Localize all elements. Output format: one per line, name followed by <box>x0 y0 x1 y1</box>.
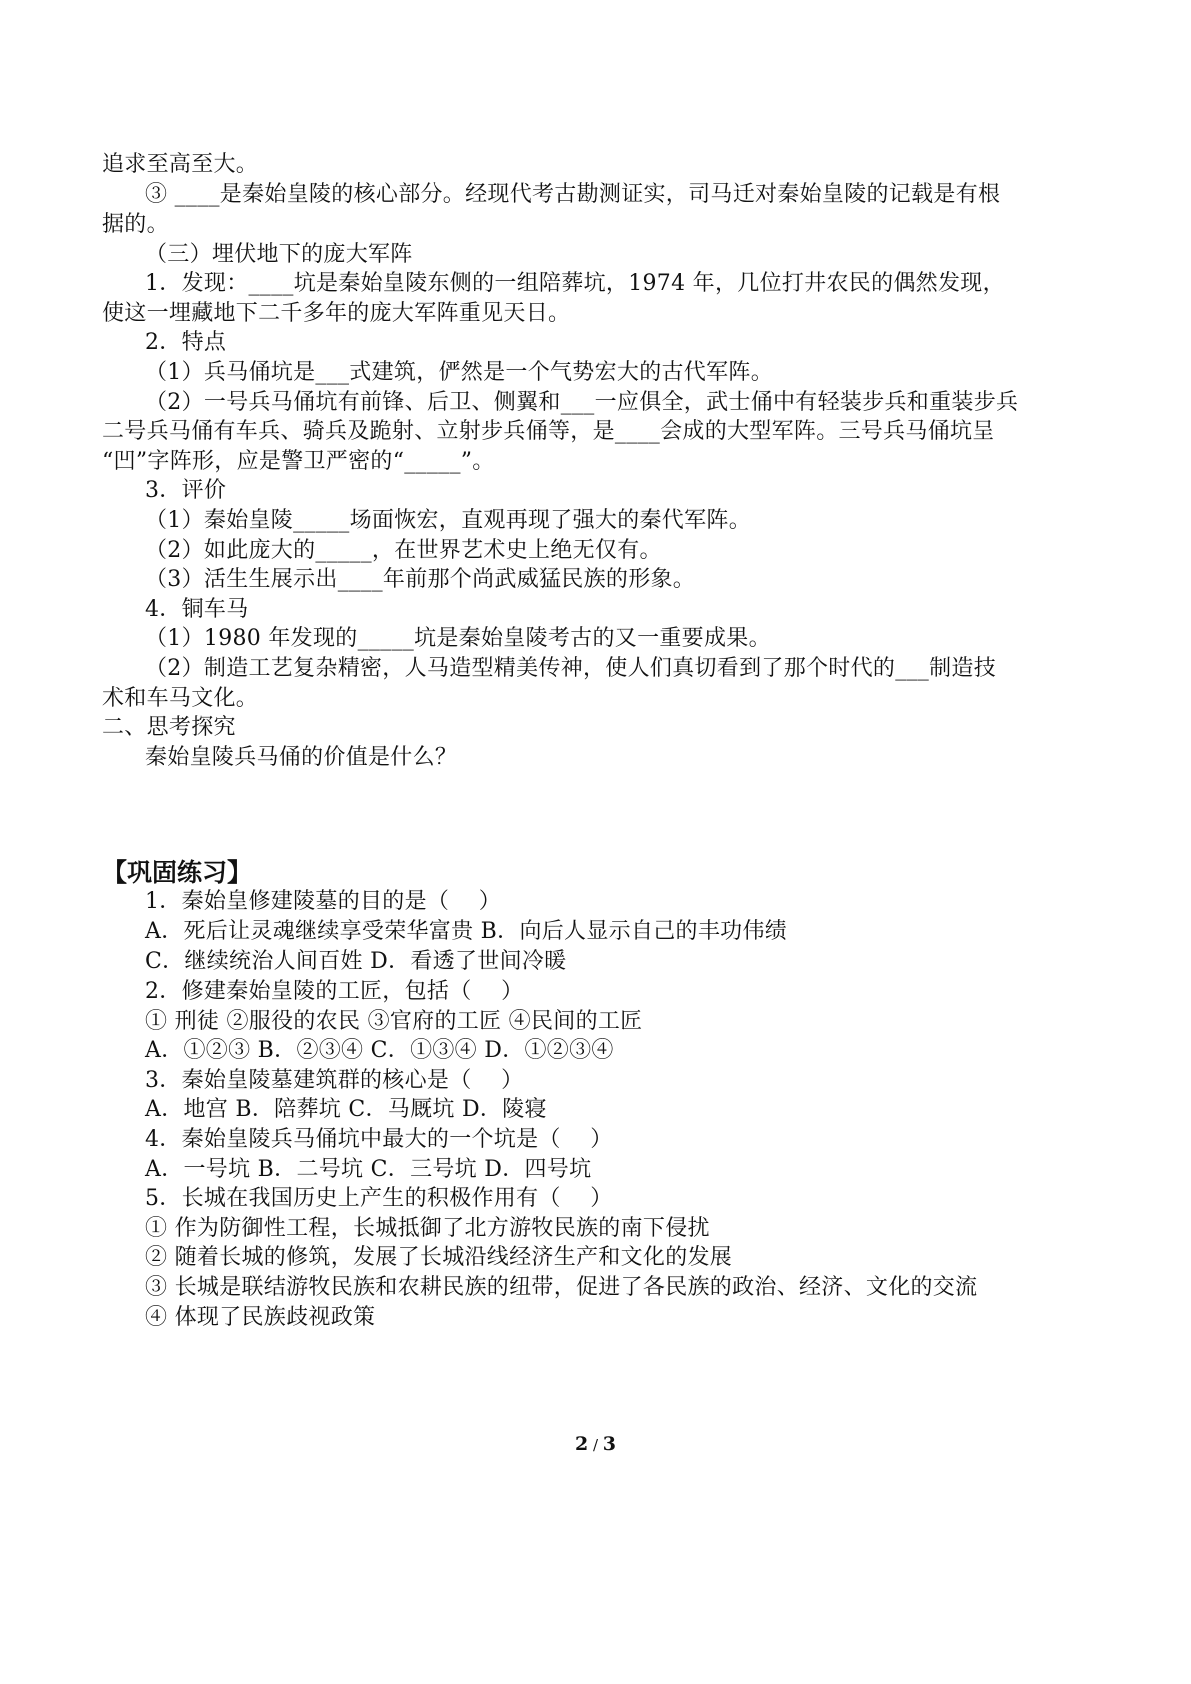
practice-heading: 【巩固练习】 <box>102 858 253 887</box>
section-subheading: （三）埋伏地下的庞大军阵 <box>145 242 413 267</box>
text-line: （2）一号兵马俑坑有前锋、后卫、侧翼和___一应俱全，武士俑中有轻装步兵和重装步兵 <box>145 390 1019 415</box>
text-line: 术和车马文化。 <box>102 686 259 711</box>
page-total: 3 <box>602 1433 617 1455</box>
text-line: （3）活生生展示出____年前那个尚武威猛民族的形象。 <box>145 567 696 592</box>
option-line: C．继续统治人间百姓 D．看透了世间冷暖 <box>145 949 567 974</box>
text-line: “凹”字阵形，应是警卫严密的“_____”。 <box>102 449 495 474</box>
page-separator: / <box>588 1436 603 1454</box>
text-line: 4．铜车马 <box>145 597 249 622</box>
option-line: ④ 体现了民族歧视政策 <box>145 1305 376 1330</box>
text-line: 二号兵马俑有车兵、骑兵及跪射、立射步兵俑等，是____会成的大型军阵。三号兵马俑坑呈 <box>102 419 995 444</box>
question-line: 3．秦始皇陵墓建筑群的核心是（ ） <box>145 1068 524 1093</box>
option-line: A．①②③ B．②③④ C．①③④ D．①②③④ <box>145 1038 614 1063</box>
text-line: 3．评价 <box>145 478 227 503</box>
question-text: 秦始皇陵兵马俑的价值是什么？ <box>145 745 458 770</box>
section-heading: 二、思考探究 <box>102 715 236 740</box>
question-line: 5．长城在我国历史上产生的积极作用有（ ） <box>145 1186 613 1211</box>
text-line: （1）秦始皇陵_____场面恢宏，直观再现了强大的秦代军阵。 <box>145 508 751 533</box>
text-line: 追求至高至大。 <box>102 152 259 177</box>
text-line: （2）如此庞大的_____，在世界艺术史上绝无仅有。 <box>145 538 662 563</box>
option-line: ③ 长城是联结游牧民族和农耕民族的纽带，促进了各民族的政治、经济、文化的交流 <box>145 1275 978 1300</box>
text-line: 1．发现：____坑是秦始皇陵东侧的一组陪葬坑，1974 年，几位打井农民的偶然发现， <box>145 271 1005 296</box>
text-line: 2．特点 <box>145 330 227 355</box>
text-line: （1）兵马俑坑是___式建筑，俨然是一个气势宏大的古代军阵。 <box>145 360 773 385</box>
option-line: A．地宫 B．陪葬坑 C．马厩坑 D．陵寝 <box>145 1097 547 1122</box>
question-line: 2．修建秦始皇陵的工匠，包括（ ） <box>145 979 524 1004</box>
question-line: 1．秦始皇修建陵墓的目的是（ ） <box>145 889 502 914</box>
option-line: ① 作为防御性工程，长城抵御了北方游牧民族的南下侵扰 <box>145 1216 710 1241</box>
option-line: ① 刑徒 ②服役的农民 ③官府的工匠 ④民间的工匠 <box>145 1009 643 1034</box>
option-line: A．一号坑 B．二号坑 C．三号坑 D．四号坑 <box>145 1157 592 1182</box>
text-line: 使这一埋藏地下二千多年的庞大军阵重见天日。 <box>102 301 571 326</box>
text-line: （1）1980 年发现的_____坑是秦始皇陵考古的又一重要成果。 <box>145 626 771 651</box>
option-line: ② 随着长城的修筑，发展了长城沿线经济生产和文化的发展 <box>145 1245 733 1270</box>
option-line: A．死后让灵魂继续享受荣华富贵 B．向后人显示自己的丰功伟绩 <box>145 919 788 944</box>
page-number <box>0 1432 1191 1457</box>
text-line: （2）制造工艺复杂精密，人马造型精美传神，使人们真切看到了那个时代的___制造技 <box>145 656 996 681</box>
text-line: 据的。 <box>102 212 169 237</box>
question-line: 4．秦始皇陵兵马俑坑中最大的一个坑是（ ） <box>145 1127 613 1152</box>
page-current: 2 <box>574 1433 589 1455</box>
text-line: ③ ____是秦始皇陵的核心部分。经现代考古勘测证实，司马迁对秦始皇陵的记载是有根 <box>145 182 1001 207</box>
